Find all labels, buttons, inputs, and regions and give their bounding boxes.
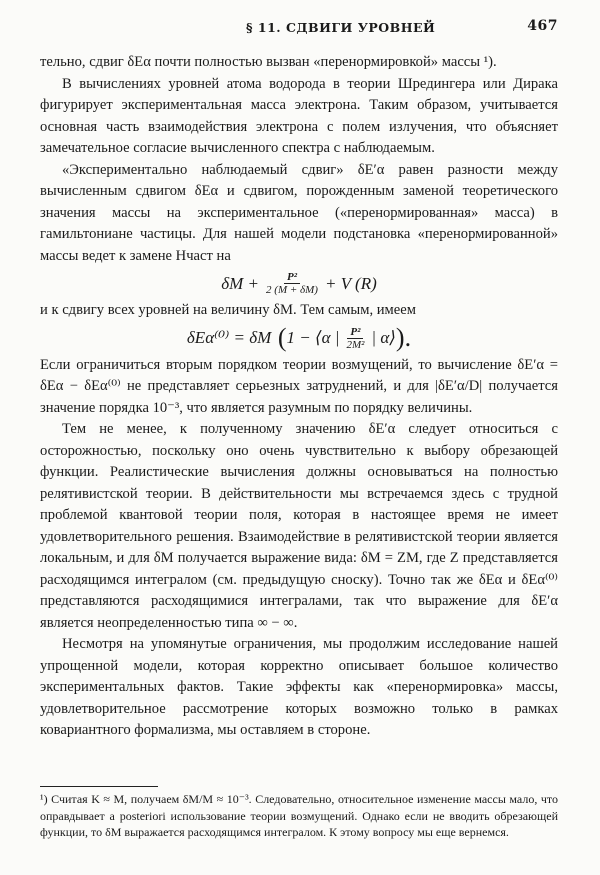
paragraph-4: и к сдвигу всех уровней на величину δM. Тем самым, имеем — [40, 302, 416, 318]
formula2-numerator: P² — [347, 326, 363, 339]
footnote-rule — [40, 786, 158, 787]
formula-hamiltonian — [40, 271, 558, 296]
formula2-left: δEα⁽⁰⁾ = δM — [186, 328, 272, 348]
left-paren: ( — [271, 323, 287, 352]
formula2-inner-right: | α⟩ — [371, 328, 396, 348]
running-header — [40, 14, 558, 38]
paragraph-5: Если ограничиться вторым порядком теории возмущений, то вычисление δE′α = δEα − δEα⁽⁰⁾ не представляет серьезных затруднений, и для |δE′α/D| получается значение порядка 10⁻³, что является разумным по порядку величины. — [40, 356, 558, 416]
paragraph-2: В вычислениях уровней атома водорода в теории Шредингера или Дирака фигурирует экспериментальная масса электрона. Таким образом, учитывается основная часть взаимодействия электрона с полем излучения, что объясняет замечательное согласие вычисленного спектра с наблюдаемым. — [40, 75, 558, 156]
formula1-right: + V (R) — [324, 273, 377, 293]
right-paren: ). — [395, 323, 412, 352]
formula2-inner-left: 1 − ⟨α | — [286, 328, 340, 348]
formula1-numerator: P² — [284, 271, 300, 284]
paragraph-1: тельно, сдвиг δEα почти полностью вызван «перенормировкой» массы ¹). — [40, 54, 497, 70]
page-number: 467 — [527, 18, 558, 34]
main-text — [40, 52, 558, 742]
footnote: ¹) Считая K ≈ M, получаем δM/M ≈ 10⁻³. Следовательно, относительное изменение массы мало, что оправдывает a posteriori использование теории возмущений. Однако если не вводить обрезающей функции, то δM выражается расходящимся интегралом. К этому вопросу мы еще вернемся. — [40, 792, 558, 839]
formula1-denominator: 2 (M + δM) — [266, 284, 318, 296]
formula-zero-order-shift — [40, 323, 558, 352]
formula2-fraction — [343, 326, 367, 351]
paragraph-3: «Экспериментально наблюдаемый сдвиг» δE′α равен разности между вычисленным сдвигом δEα и сдвигом, порожденным заменой теоретического значения массы на экспериментальное («перенормированная» масса) в гамильтониане частицы. Для нашей модели подстановка «перенормированной» массы ведет к замене Hчаст на — [40, 161, 558, 264]
formula2-denominator: 2M² — [346, 338, 365, 351]
paragraph-6: Тем не менее, к полученному значению δE′α следует относиться с осторожностью, поскольку оно очень чувствительно к выбору обрезающей функции. Реалистические вычисления должны основываться на полностью релятивистской теории. В действительности мы встречаемся здесь с трудной проблемой квантовой теории поля, которая в настоящее время не имеет удовлетворительного решения. Взаимодействие в релятивистской теории является локальным, и для δM получается выражение вида: δM = ZM, где Z представляется расходящимся интегралом (см. предыдущую сноску). Точно так же δEα и δEα⁽⁰⁾ представляются расходящимися интегралами, так что выражение для δE′α является неопределенностью типа ∞ − ∞. — [40, 421, 558, 631]
formula1-fraction — [263, 271, 321, 296]
formula1-left: δM + — [221, 273, 260, 293]
paragraph-7: Несмотря на упомянутые ограничения, мы продолжим исследование нашей упрощенной модели, которая корректно описывает большое количество экспериментальных фактов. Такие эффекты как «перенормировка» массы, удовлетворительное рассмотрение которых возможно только в рамках ковариантного формализма, мы оставляем в стороне. — [40, 636, 558, 738]
section-title: § 11. СДВИГИ УРОВНЕЙ — [246, 20, 436, 35]
